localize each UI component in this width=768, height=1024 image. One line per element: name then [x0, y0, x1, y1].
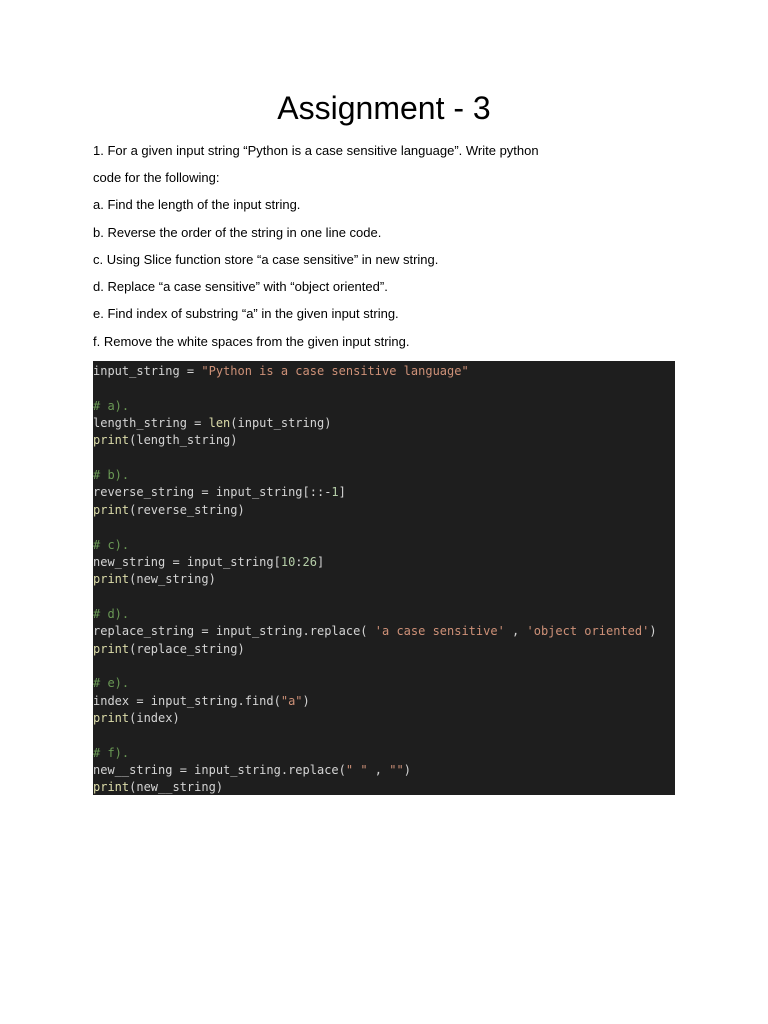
code-token: (reverse_string) — [129, 502, 245, 517]
code-line — [93, 415, 331, 432]
task-item-c: c. Using Slice function store “a case sensitive” in new string. — [93, 252, 439, 267]
code-token: # a). — [93, 398, 130, 413]
code-token: (new_string) — [129, 572, 216, 587]
code-token: 'object oriented' — [526, 624, 650, 639]
code-line — [93, 779, 223, 795]
code-token: 26 — [302, 554, 317, 569]
code-token: ) — [403, 763, 411, 778]
code-line — [93, 502, 245, 519]
code-token: print — [93, 572, 130, 587]
code-token: # e). — [93, 676, 130, 691]
code-token: replace_string = input_string.replace( — [93, 624, 375, 639]
code-token: "Python is a case sensitive language" — [201, 364, 469, 378]
task-item-a: a. Find the length of the input string. — [93, 197, 301, 212]
code-line — [93, 693, 310, 710]
code-token: # f). — [93, 745, 130, 760]
code-line — [93, 675, 129, 692]
code-token: index = input_string.find( — [93, 693, 281, 708]
task-item-f: f. Remove the white spaces from the given input string. — [93, 334, 410, 349]
code-token: "a" — [280, 693, 303, 708]
code-line — [93, 606, 129, 623]
code-token: ) — [302, 693, 310, 708]
code-token: input_string = — [93, 364, 202, 378]
task-item-d: d. Replace “a case sensitive” with “object oriented”. — [93, 279, 388, 294]
code-token: # c). — [93, 537, 130, 552]
code-token: 1 — [331, 485, 339, 500]
code-line — [93, 745, 129, 762]
code-token: (input_string) — [230, 416, 332, 431]
code-line — [93, 467, 129, 484]
code-token: new_string = input_string[ — [93, 554, 281, 569]
code-token: "" — [389, 763, 404, 778]
code-token: , — [367, 763, 390, 778]
code-token: , — [504, 624, 527, 639]
code-token: # d). — [93, 606, 130, 621]
code-token: ) — [649, 624, 657, 639]
code-line — [93, 484, 346, 501]
code-line — [93, 363, 469, 380]
question-intro-line-1: 1. For a given input string “Python is a case sensitive language”. Write python — [93, 143, 539, 158]
code-line — [93, 623, 657, 640]
code-line — [93, 641, 245, 658]
code-token: : — [295, 554, 303, 569]
task-item-e: e. Find index of substring “a” in the given input string. — [93, 306, 399, 321]
code-token: print — [93, 780, 130, 795]
code-token: 'a case sensitive' — [374, 624, 505, 639]
code-line — [93, 710, 180, 727]
code-token: (length_string) — [129, 433, 238, 448]
code-line — [93, 537, 129, 554]
code-token: # b). — [93, 468, 130, 483]
code-token: 10 — [280, 554, 296, 569]
code-token: ] — [338, 485, 346, 500]
code-token: new__string = input_string.replace( — [93, 763, 346, 778]
code-line — [93, 554, 324, 571]
page-title: Assignment - 3 — [277, 90, 491, 126]
task-item-b: b. Reverse the order of the string in one line code. — [93, 225, 382, 240]
code-line — [93, 571, 216, 588]
code-token: print — [93, 711, 130, 725]
code-token: reverse_string = input_string[::- — [93, 485, 332, 500]
question-intro-line-2: code for the following: — [93, 170, 220, 185]
code-token: " " — [345, 763, 368, 778]
code-line — [93, 432, 238, 449]
code-token: ] — [316, 554, 325, 569]
code-block — [93, 361, 675, 795]
code-token: (replace_string) — [129, 641, 245, 656]
code-line — [93, 398, 129, 415]
code-token: (index) — [129, 711, 180, 725]
code-token: print — [93, 502, 130, 517]
code-token: print — [93, 433, 130, 448]
code-token: print — [93, 641, 130, 656]
code-line — [93, 762, 411, 779]
code-token: length_string = — [93, 416, 209, 431]
code-token: len — [208, 416, 231, 431]
code-token: (new__string) — [129, 780, 224, 795]
